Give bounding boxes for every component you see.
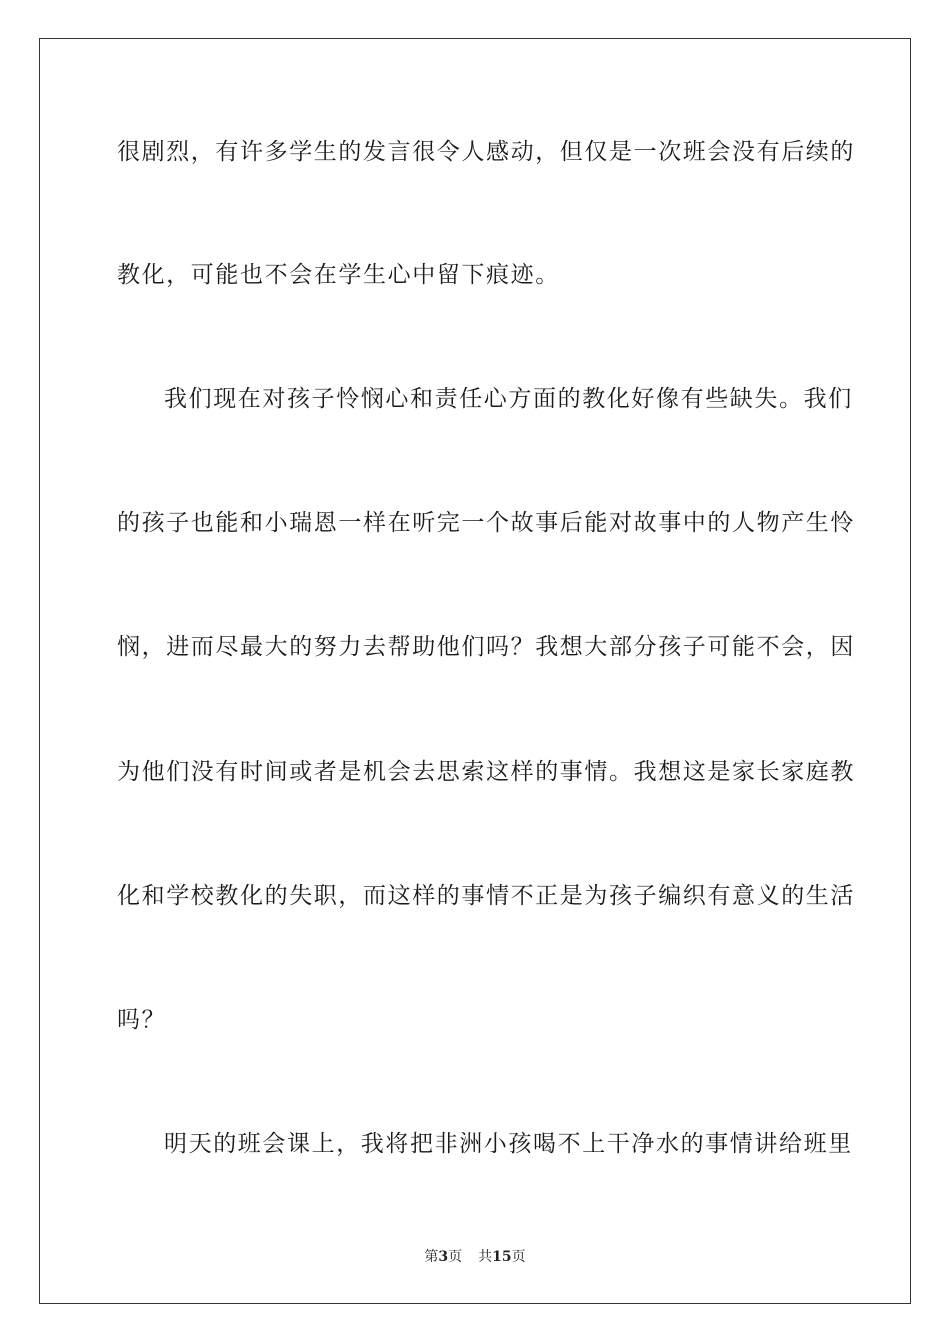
page-prefix: 第: [424, 1249, 439, 1265]
text-line-9: 明天的班会课上，我将把非洲小孩喝不上干净水的事情讲给班里: [164, 1131, 853, 1157]
page-border: [39, 38, 911, 1304]
text-line-4: 的孩子也能和小瑞恩一样在听完一个故事后能对故事中的人物产生怜: [117, 510, 855, 536]
total-pages: 15: [492, 1249, 512, 1265]
text-line-1: 很剧烈，有许多学生的发言很令人感动，但仅是一次班会没有后续的: [117, 139, 855, 165]
total-prefix: 共: [478, 1249, 493, 1265]
text-line-2: 教化，可能也不会在学生心中留下痕迹。: [117, 262, 560, 288]
text-line-3: 我们现在对孩子怜悯心和责任心方面的教化好像有些缺失。我们: [164, 386, 853, 412]
text-line-7: 化和学校教化的失职，而这样的事情不正是为孩子编织有意义的生活: [117, 883, 855, 909]
text-line-5: 悯，进而尽最大的努力去帮助他们吗？我想大部分孩子可能不会，因: [117, 634, 855, 660]
page-suffix: 页: [448, 1249, 463, 1265]
page-number: 3: [438, 1249, 449, 1265]
page-footer: [0, 1248, 950, 1266]
total-suffix: 页: [511, 1249, 526, 1265]
text-line-6: 为他们没有时间或者是机会去思索这样的事情。我想这是家长家庭教: [117, 759, 855, 785]
text-line-8: 吗？: [117, 1007, 167, 1033]
